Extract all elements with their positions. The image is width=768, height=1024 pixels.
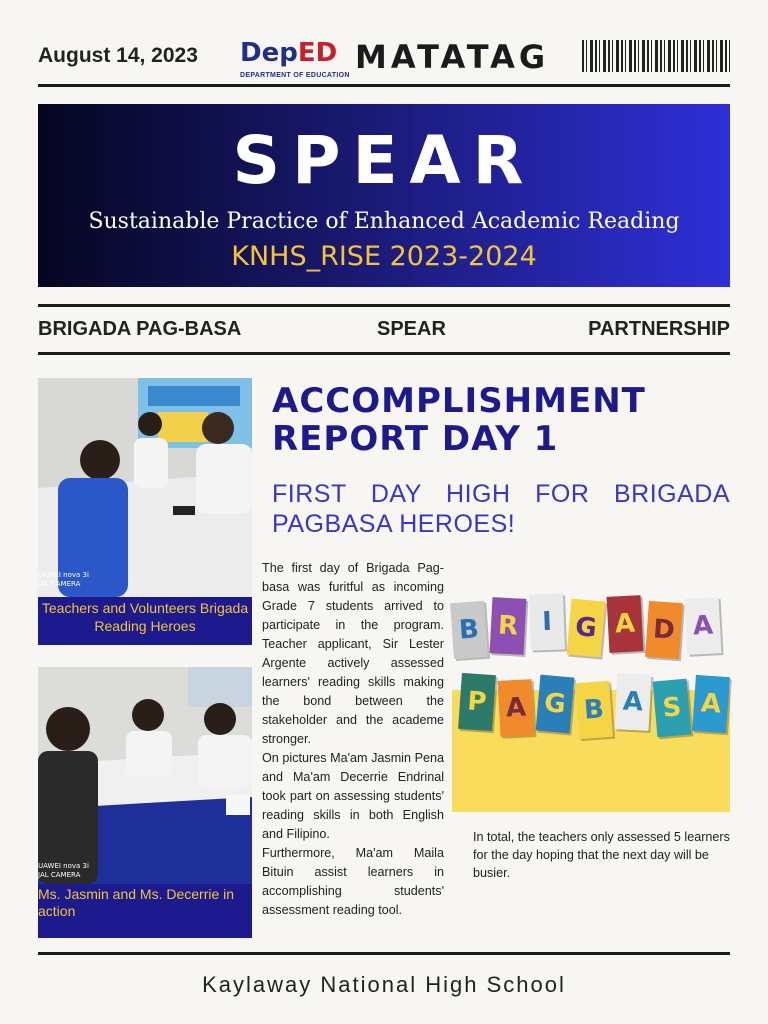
banner-tagline: KNHS_RISE 2023-2024 <box>231 241 537 272</box>
nav-spear: SPEAR <box>377 318 446 340</box>
letter-tile: B <box>575 681 613 739</box>
footer-divider <box>38 952 730 955</box>
article-headline: FIRST DAY HIGH FOR BRIGADA PAGBASA HEROES! <box>272 480 730 538</box>
letter-tile: A <box>685 597 722 655</box>
letter-tile: G <box>536 675 575 734</box>
photo-teachers-in-action <box>38 667 252 884</box>
deped-logo <box>240 38 337 68</box>
barcode-icon <box>582 40 730 72</box>
school-name: Kaylaway National High School <box>202 972 566 997</box>
watermark-text: JAL CAMERA <box>38 871 81 879</box>
letter-tile: B <box>450 601 488 659</box>
article-closing-paragraph: In total, the teachers only assessed 5 learners for the day hoping that the next day will be busier. <box>473 830 730 880</box>
watermark-text: UAWEI nova 3i <box>38 571 89 579</box>
deped-logo-subtitle: DEPARTMENT OF EDUCATION <box>240 72 350 79</box>
letter-tile: A <box>615 673 652 731</box>
article-body <box>262 559 444 920</box>
letter-tile: A <box>692 675 730 733</box>
watermark-text: JAL CAMERA <box>38 580 81 588</box>
letter-tile: D <box>645 601 683 659</box>
matatag-wordmark: MATATAG <box>355 38 550 76</box>
nav-brigada-pagbasa: BRIGADA PAG-BASA <box>38 318 242 340</box>
letter-tile: P <box>458 673 496 731</box>
article-paragraph: Furthermore, Ma'am Maila Bituin assist learners in accomplishing students' assessment reading tool. <box>262 846 444 917</box>
letter-tile: R <box>490 597 527 655</box>
banner-subtitle: Sustainable Practice of Enhanced Academic Reading <box>88 209 680 234</box>
header-divider <box>38 84 730 87</box>
issue-date: August 14, 2023 <box>38 44 198 67</box>
letter-tile: I <box>529 593 565 650</box>
article-paragraph: On pictures Ma'am Jasmin Pena and Ma'am Decerrie Endrinal took part on assessing students' reading skills in both English and Filipino. <box>262 751 444 841</box>
nav-partnership: PARTNERSHIP <box>588 318 730 340</box>
deped-logo-dep: Dep <box>240 38 298 68</box>
letter-tile: A <box>498 679 535 737</box>
article-title <box>272 382 646 458</box>
letter-tile: S <box>653 679 692 738</box>
letter-tile: G <box>567 599 606 658</box>
photo-caption-top: Teachers and Volunteers Brigada Reading Heroes <box>38 597 252 645</box>
deped-logo-ed: ED <box>297 38 338 68</box>
photo-caption-bottom: Ms. Jasmin and Ms. Decerrie in action <box>38 884 252 938</box>
nav-top-divider <box>38 304 730 307</box>
letter-tile: A <box>607 595 644 653</box>
nav-bottom-divider <box>38 352 730 355</box>
watermark-text: UAWEI nova 3i <box>38 862 89 870</box>
article-title-line1: ACCOMPLISHMENT <box>272 381 646 421</box>
brigada-pagbasa-graphic <box>452 590 730 750</box>
article-paragraph: The first day of Brigada Pag-basa was furitful as incoming Grade 7 students arrived to participate in the program. Teacher applicant, Sir Lester Argente actively assessed learners' reading skills making the bond between the stakeholder and the academe stronger. <box>262 561 444 746</box>
article-title-line2: REPORT DAY 1 <box>272 419 559 459</box>
photo-reading-heroes <box>38 378 252 597</box>
banner-title: SPEAR <box>232 122 536 199</box>
